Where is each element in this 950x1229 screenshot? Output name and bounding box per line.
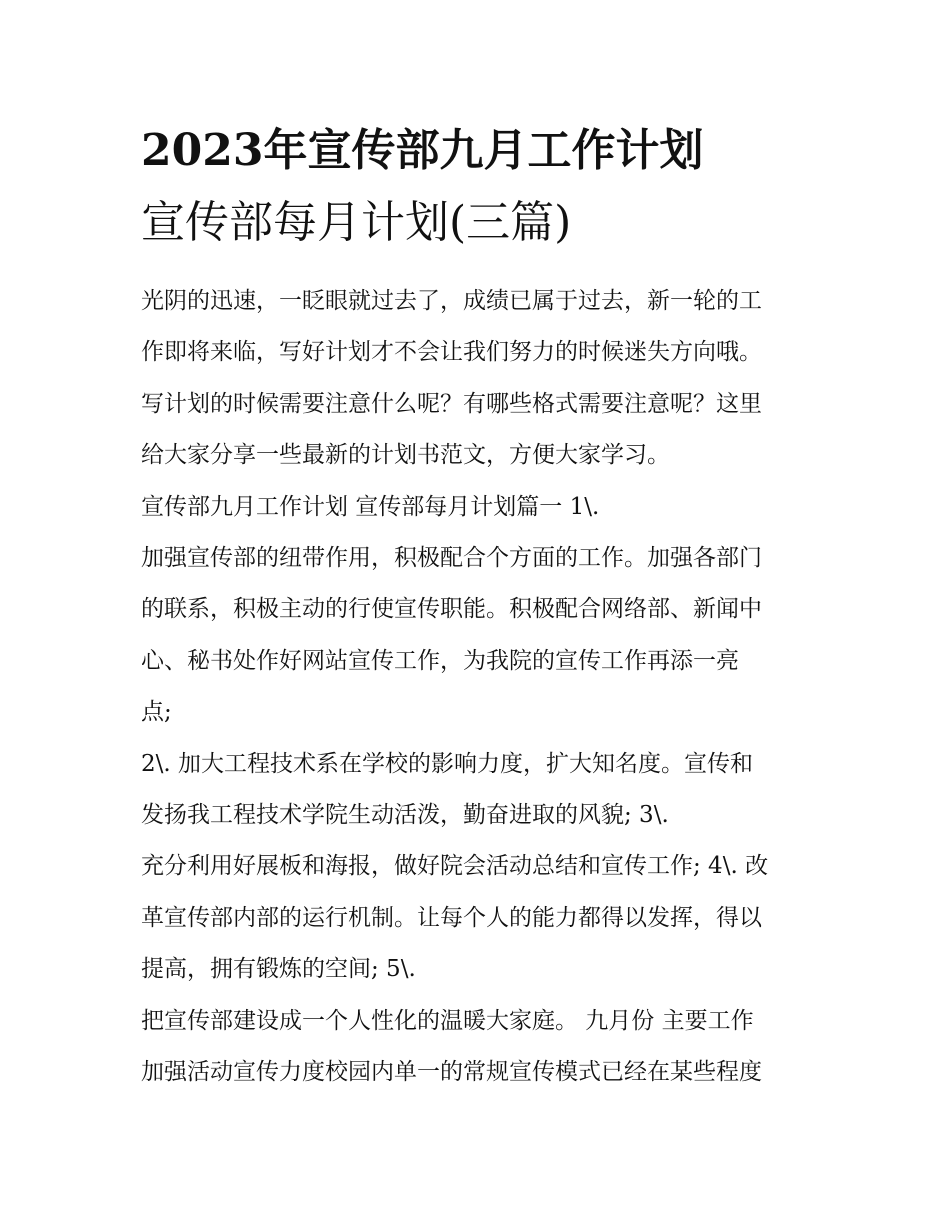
body-line: 充分利用好展板和海报，做好院会活动总结和宣传工作; 4\. 改 bbox=[141, 853, 769, 880]
body-line: 提高，拥有锻炼的空间; 5\. bbox=[141, 956, 416, 983]
body-line: 革宣传部内部的运行机制。让每个人的能力都得以发挥，得以 bbox=[141, 904, 762, 931]
document-title bbox=[141, 115, 841, 259]
body-line: 加强活动宣传力度校园内单一的常规宣传模式已经在某些程度 bbox=[141, 1059, 762, 1086]
body-line: 把宣传部建设成一个人性化的温暖大家庭。 九月份 主要工作 bbox=[141, 1007, 754, 1034]
body-line: 点; bbox=[141, 699, 172, 726]
body-line: 心、秘书处作好网站宣传工作，为我院的宣传工作再添一亮 bbox=[141, 647, 739, 674]
body-line: 写计划的时候需要注意什么呢？有哪些格式需要注意呢？这里 bbox=[141, 390, 762, 417]
title-line-2: 宣传部每月计划(三篇) bbox=[141, 197, 572, 248]
body-line: 光阴的迅速，一眨眼就过去了，成绩已属于过去，新一轮的工 bbox=[141, 288, 762, 314]
body-line: 的联系，积极主动的行使宣传职能。积极配合网络部、新闻中 bbox=[141, 596, 762, 623]
body-line: 宣传部九月工作计划 宣传部每月计划篇一 1\. bbox=[141, 493, 600, 520]
body-line: 给大家分享一些最新的计划书范文，方便大家学习。 bbox=[141, 442, 670, 469]
body-line: 2\. 加大工程技术系在学校的影响力度，扩大知名度。宣传和 bbox=[141, 750, 754, 777]
title-line-1: 2023年宣传部九月工作计划 bbox=[141, 125, 704, 176]
body-line: 作即将来临，写好计划才不会让我们努力的时候迷失方向哦。 bbox=[141, 339, 762, 366]
document-body bbox=[141, 276, 831, 1099]
body-line: 加强宣传部的纽带作用，积极配合个方面的工作。加强各部门 bbox=[141, 545, 762, 572]
body-line: 发扬我工程技术学院生动活泼，勤奋进取的风貌; 3\. bbox=[141, 802, 669, 829]
